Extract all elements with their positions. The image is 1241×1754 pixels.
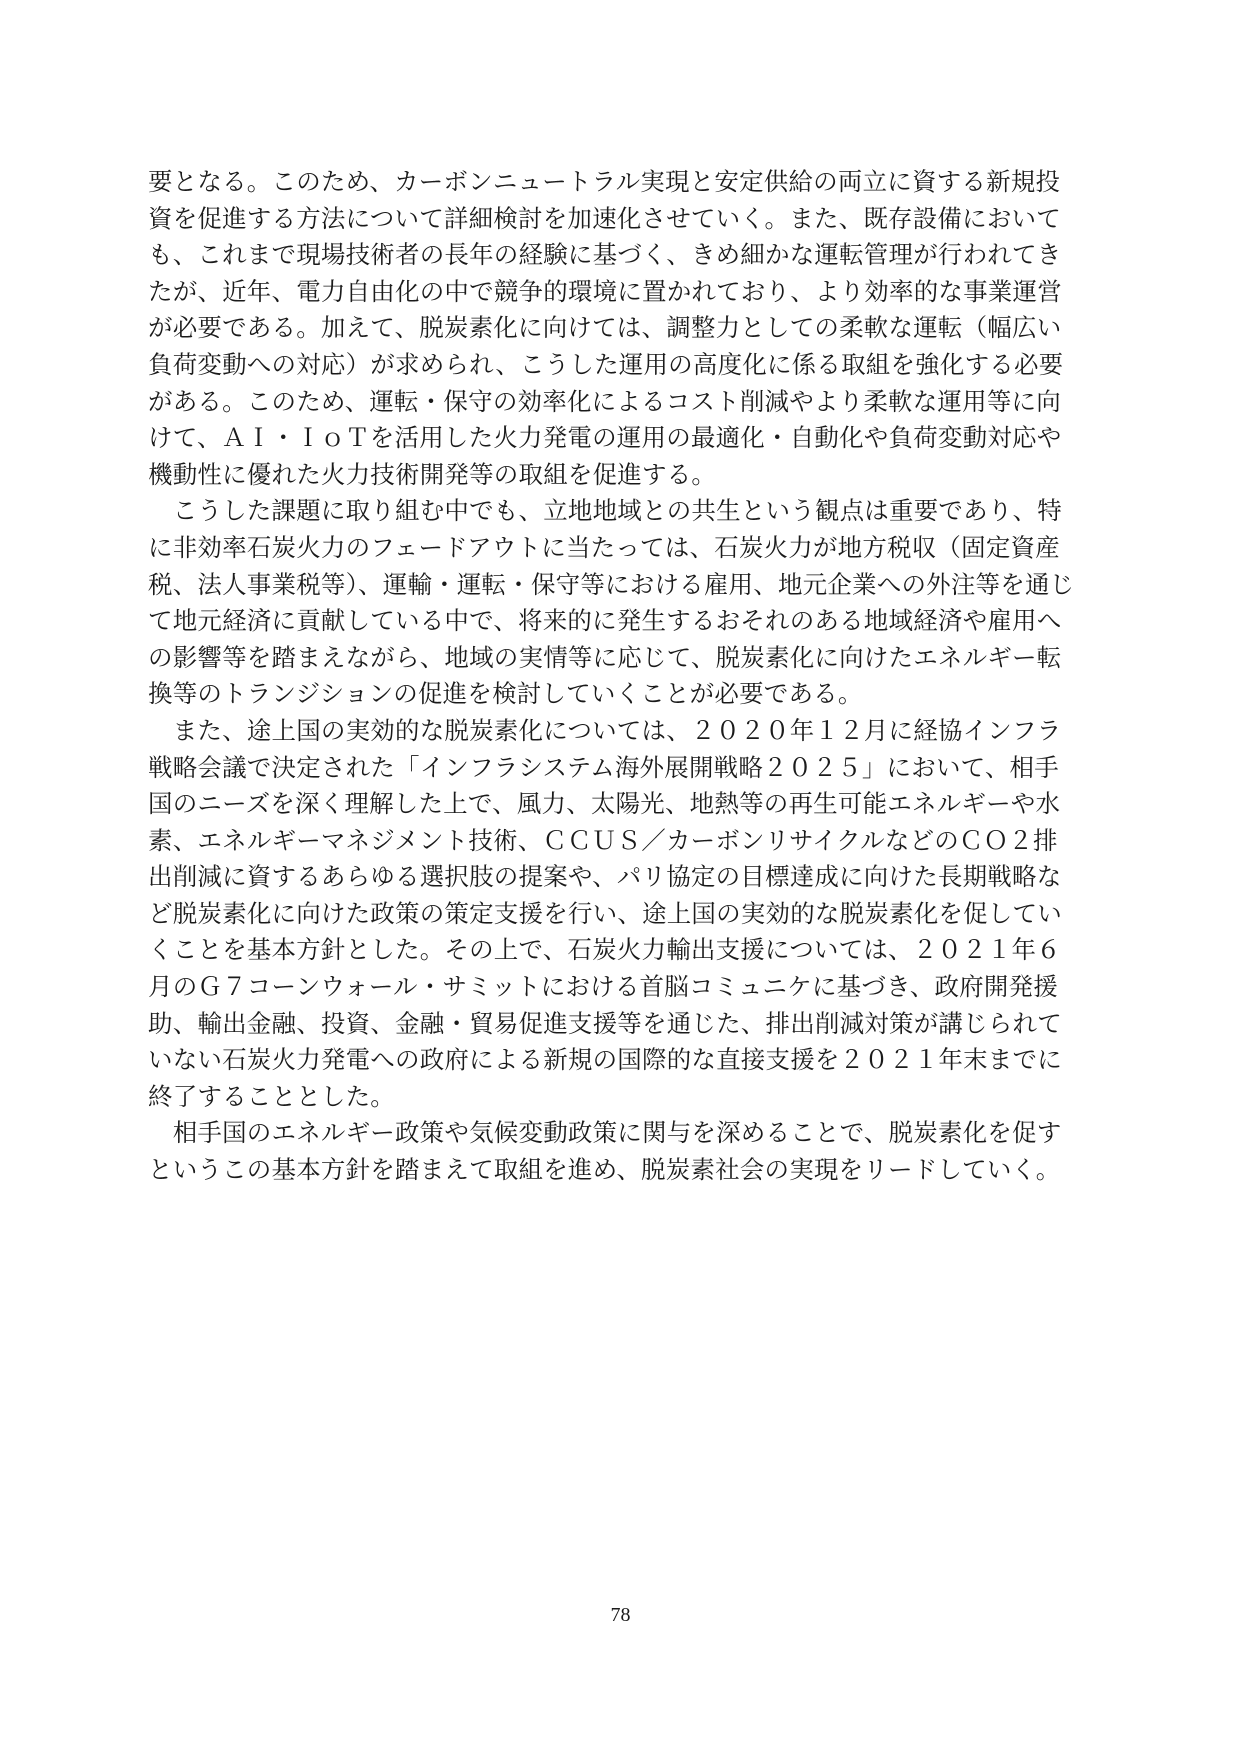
text-line: たが、近年、電力自由化の中で競争的環境に置かれており、より効率的な事業運営 bbox=[148, 276, 1062, 306]
text-line: 終了することとした。 bbox=[148, 1081, 395, 1111]
text-line: 機動性に優れた火力技術開発等の取組を促進する。 bbox=[148, 459, 717, 489]
text-line: 換等のトランジションの促進を検討していくことが必要である。 bbox=[148, 679, 863, 709]
text-line: くことを基本方針とした。その上で、石炭火力輸出支援については、２０２１年６ bbox=[148, 935, 1061, 965]
text-line: ど脱炭素化に向けた政策の策定支援を行い、途上国の実効的な脱炭素化を促してい bbox=[148, 898, 1062, 928]
text-line: 出削減に資するあらゆる選択肢の提案や、パリ協定の目標達成に向けた長期戦略な bbox=[148, 862, 1062, 892]
text-line: て地元経済に貢献している中で、将来的に発生するおそれのある地域経済や雇用へ bbox=[148, 606, 1062, 636]
page-number: 78 bbox=[610, 1604, 631, 1626]
body-text bbox=[148, 164, 1098, 1189]
text-line: 素、エネルギーマネジメント技術、ＣＣＵＳ／カーボンリサイクルなどのＣＯ２排 bbox=[148, 825, 1058, 855]
text-line: が必要である。加えて、脱炭素化に向けては、調整力としての柔軟な運転（幅広い bbox=[148, 313, 1062, 343]
text-line: の影響等を踏まえながら、地域の実情等に応じて、脱炭素化に向けたエネルギー転 bbox=[148, 642, 1062, 672]
text-line: 要となる。このため、カーボンニュートラル実現と安定供給の両立に資する新規投 bbox=[148, 167, 1061, 196]
text-line: いない石炭火力発電への政府による新規の国際的な直接支援を２０２１年末までに bbox=[148, 1045, 1062, 1075]
text-line: 国のニーズを深く理解した上で、風力、太陽光、地熱等の再生可能エネルギーや水 bbox=[148, 789, 1061, 819]
text-line: 負荷変動への対応）が求められ、こうした運用の高度化に係る取組を強化する必要 bbox=[148, 349, 1064, 379]
text-line: こうした課題に取り組む中でも、立地地域との共生という観点は重要であり、特 bbox=[148, 496, 1062, 526]
text-line: というこの基本方針を踏まえて取組を進め、脱炭素社会の実現をリードしていく。 bbox=[148, 1155, 1061, 1185]
text-line: 月のＧ７コーンウォール・サミットにおける首脳コミュニケに基づき、政府開発援 bbox=[148, 972, 1058, 1002]
text-line: 税、法人事業税等）、運輸・運転・保守等における雇用、地元企業への外注等を通じ bbox=[148, 569, 1075, 599]
text-line: 戦略会議で決定された「インフラシステム海外展開戦略２０２５」において、相手 bbox=[148, 752, 1059, 782]
text-line: に非効率石炭火力のフェードアウトに当たっては、石炭火力が地方税収（固定資産 bbox=[148, 532, 1060, 562]
text-line: けて、ＡＩ・ＩｏＴを活用した火力発電の運用の最適化・自動化や負荷変動対応や bbox=[148, 423, 1062, 453]
text-line: 助、輸出金融、投資、金融・貿易促進支援等を通じた、排出削減対策が講じられて bbox=[148, 1008, 1062, 1038]
text-line: また、途上国の実効的な脱炭素化については、２０２０年１２月に経協インフラ bbox=[148, 715, 1062, 745]
text-line: 相手国のエネルギー政策や気候変動政策に関与を深めることで、脱炭素化を促す bbox=[148, 1118, 1062, 1148]
text-line: がある。このため、運転・保守の効率化によるコスト削減やより柔軟な運用等に向 bbox=[148, 386, 1061, 416]
text-line: も、これまで現場技術者の長年の経験に基づく、きめ細かな運転管理が行われてき bbox=[148, 240, 1062, 270]
text-line: 資を促進する方法について詳細検討を加速化させていく。また、既存設備において bbox=[148, 203, 1061, 233]
